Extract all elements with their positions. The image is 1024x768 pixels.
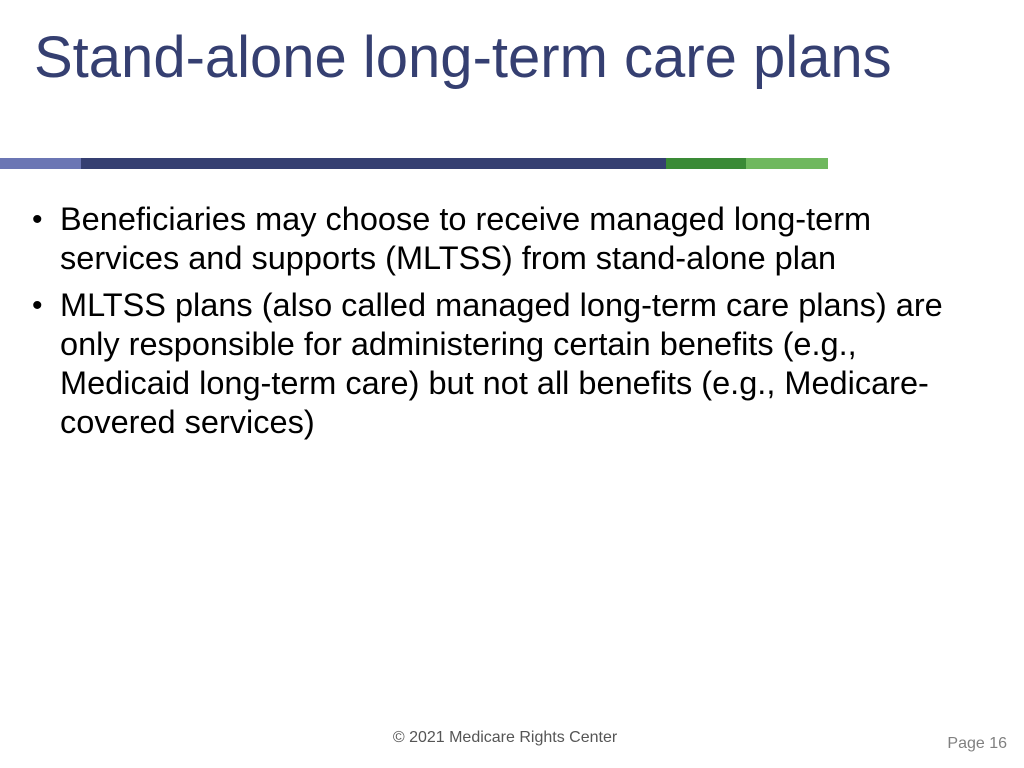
divider-segment-light-green bbox=[746, 158, 828, 169]
divider-segment-light-blue bbox=[0, 158, 81, 169]
slide-title: Stand-alone long-term care plans bbox=[34, 25, 892, 90]
bullet-list bbox=[32, 200, 972, 450]
bullet-marker: • bbox=[32, 289, 43, 322]
bullet-item bbox=[32, 286, 972, 442]
title-divider bbox=[0, 158, 828, 169]
divider-segment-dark-green bbox=[666, 158, 746, 169]
bullet-marker: • bbox=[32, 203, 43, 236]
footer-copyright: © 2021 Medicare Rights Center bbox=[392, 729, 618, 746]
bullet-text: Beneficiaries may choose to receive managed long-term services and supports (MLTSS) from stand-alone plan bbox=[60, 201, 872, 276]
page-number: Page 16 bbox=[947, 735, 1007, 752]
bullet-text: MLTSS plans (also called managed long-term care plans) are only responsible for administering certain benefits (e.g., Medicaid long-term care) but not all benefits (e.g., Medicare-covered services) bbox=[60, 287, 943, 440]
divider-segment-navy bbox=[81, 158, 666, 169]
bullet-item bbox=[32, 200, 972, 278]
